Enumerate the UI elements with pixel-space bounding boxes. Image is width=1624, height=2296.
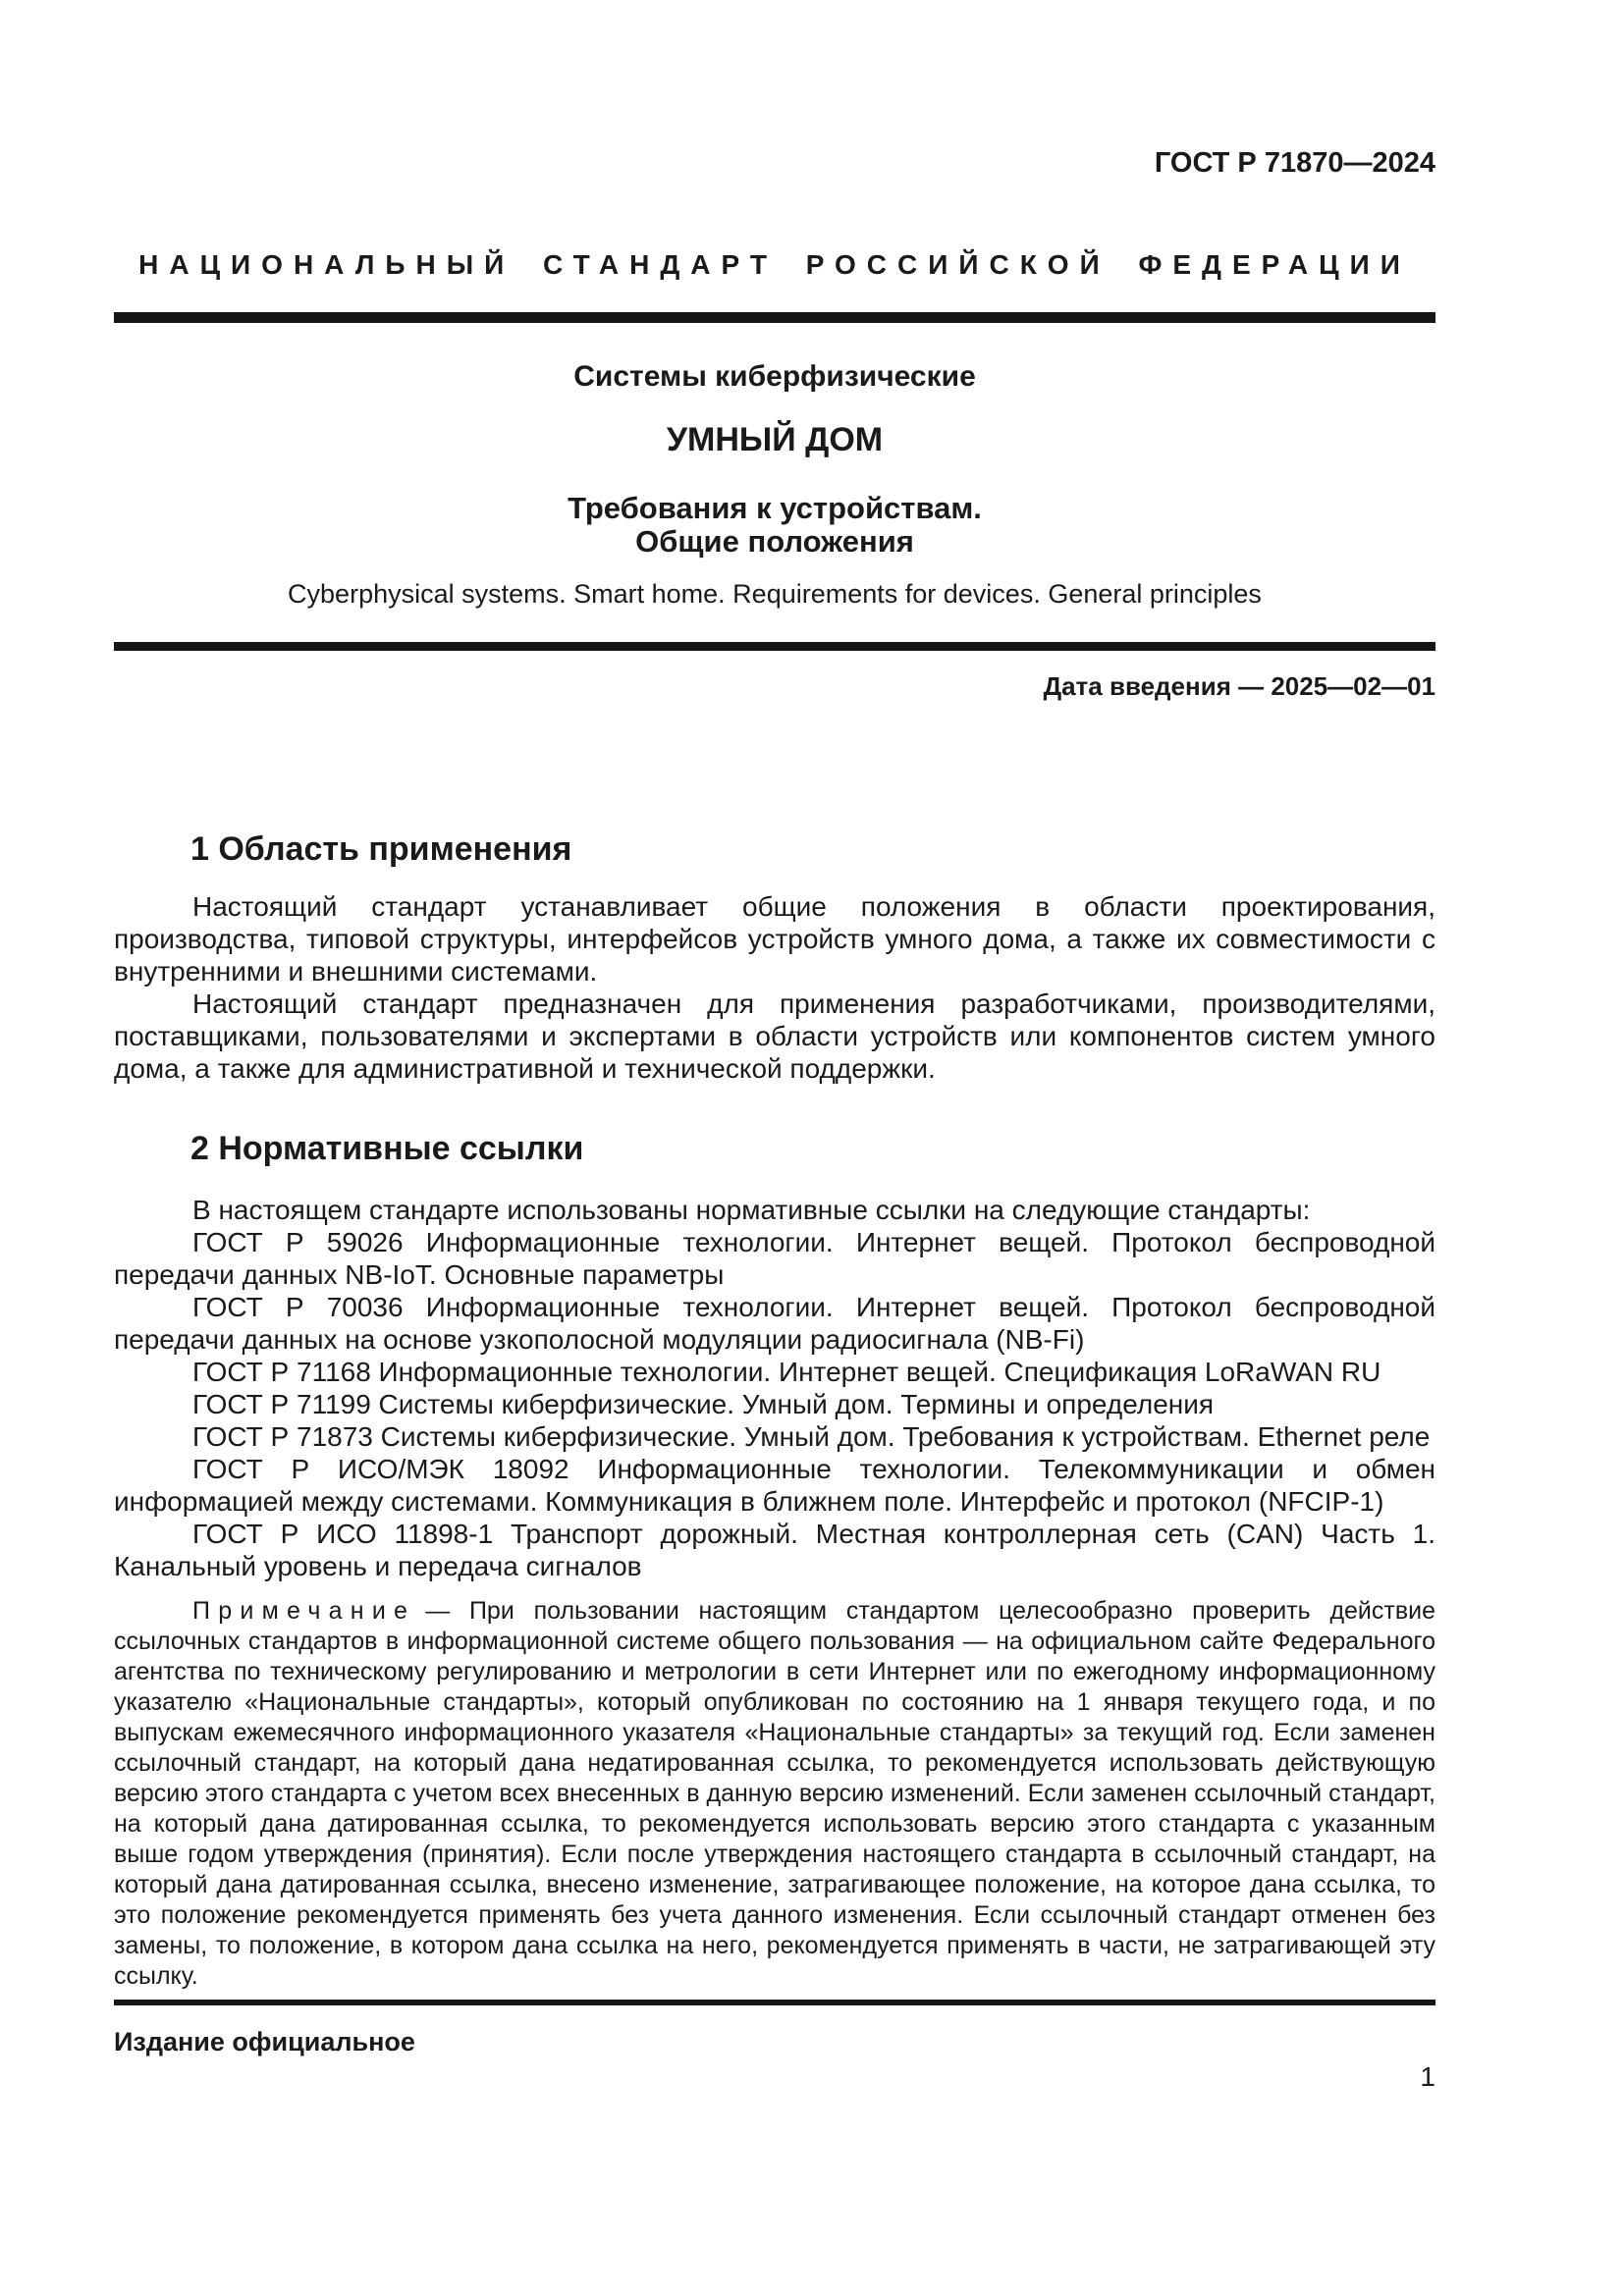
- document-code: ГОСТ Р 71870—2024: [1154, 147, 1435, 179]
- reference-item: ГОСТ Р ИСО/МЭК 18092 Информационные технологии. Телекоммуникации и обмен информацией между системами. Коммуникация в ближнем поле. Интерфейс и протокол (NFCIP-1): [114, 1454, 1435, 1517]
- paragraph: Настоящий стандарт предназначен для применения разработчиками, производителями, поставщиками, пользователями и экспертами в области устройств или компонентов систем умного дома, а также для административной и технической поддержки.: [114, 988, 1435, 1084]
- section-2-heading: 2 Нормативные ссылки: [190, 1130, 584, 1167]
- reference-item: ГОСТ Р 71873 Системы киберфизические. Умный дом. Требования к устройствам. Ethernet реле: [192, 1421, 1431, 1452]
- note-paragraph: [114, 1596, 1435, 1992]
- footer-rule: [114, 2000, 1435, 2005]
- title-subtitle: [114, 492, 1435, 559]
- page-number: 1: [1420, 2061, 1435, 2092]
- title-name: УМНЫЙ ДОМ: [666, 421, 884, 458]
- reference-item: ГОСТ Р 71199 Системы киберфизические. Умный дом. Термины и определения: [192, 1389, 1215, 1419]
- header-rule: [114, 312, 1435, 323]
- title-subtitle-line2: Общие положения: [635, 524, 914, 559]
- section-1-body: [114, 890, 1435, 1085]
- paragraph: В настоящем стандарте использованы нормативные ссылки на следующие стандарты:: [192, 1195, 1311, 1225]
- page-content: [114, 0, 1435, 1992]
- reference-item: ГОСТ Р 71168 Информационные технологии. Интернет вещей. Спецификация LoRaWAN RU: [192, 1357, 1381, 1387]
- title-subject: Системы киберфизические: [573, 360, 976, 393]
- national-standard-banner: НАЦИОНАЛЬНЫЙ СТАНДАРТ РОССИЙСКОЙ ФЕДЕРАЦИИ: [138, 249, 1411, 280]
- reference-item: ГОСТ Р 70036 Информационные технологии. Интернет вещей. Протокол беспроводной передачи данных на основе узкополосной модуляции радиосигнала (NB-Fi): [114, 1292, 1435, 1355]
- paragraph: Настоящий стандарт устанавливает общие положения в области проектирования, производства, типовой структуры, интерфейсов устройств умного дома, а также их совместимости с внутренними и внешними системами.: [114, 891, 1435, 987]
- title-subtitle-line1: Требования к устройствам.: [568, 491, 982, 525]
- title-separator-rule: [114, 642, 1435, 651]
- note-text: — При пользовании настоящим стандартом целесообразно проверить действие ссылочных стандартов в информационной системе общего пользования — на официальном сайте Федерального агентства по техническому регулированию и метрологии в сети Интернет или по ежегодному информационному указателю «Национальные стандарты», который опубликован по состоянию на 1 января текущего года, и по выпускам ежемесячного информационного указателя «Национальные стандарты» за текущий год. Если заменен ссылочный стандарт, на который дана недатированная ссылка, то рекомендуется использовать действующую версию этого стандарта с учетом всех внесенных в данную версию изменений. Если заменен ссылочный стандарт, на который дана датированная ссылка, то рекомендуется использовать версию этого стандарта с указанным выше годом утверждения (принятия). Если после утверждения настоящего стандарта в ссылочный стандарт, на который дана датированная ссылка, внесено изменение, затрагивающее положение, на которое дана ссылка, то это положение рекомендуется применять без учета данного изменения. Если ссылочный стандарт отменен без замены, то положение, в котором дана ссылка на него, рекомендуется применять в части, не затрагивающей эту ссылку.: [114, 1597, 1435, 1990]
- edition-label: Издание официальное: [114, 2027, 415, 2056]
- section-2-body: [114, 1194, 1435, 1582]
- title-block: [114, 359, 1435, 610]
- effective-date: Дата введения — 2025—02—01: [1043, 671, 1435, 701]
- reference-item: ГОСТ Р 59026 Информационные технологии. Интернет вещей. Протокол беспроводной передачи данных NB-IoT. Основные параметры: [114, 1227, 1435, 1290]
- section-1-heading: 1 Область применения: [190, 830, 572, 868]
- reference-item: ГОСТ Р ИСО 11898-1 Транспорт дорожный. Местная контроллерная сеть (CAN) Часть 1. Канальный уровень и передача сигналов: [114, 1519, 1435, 1581]
- note-label: Примечание: [192, 1597, 416, 1625]
- title-english: Cyberphysical systems. Smart home. Requirements for devices. General principles: [288, 579, 1262, 609]
